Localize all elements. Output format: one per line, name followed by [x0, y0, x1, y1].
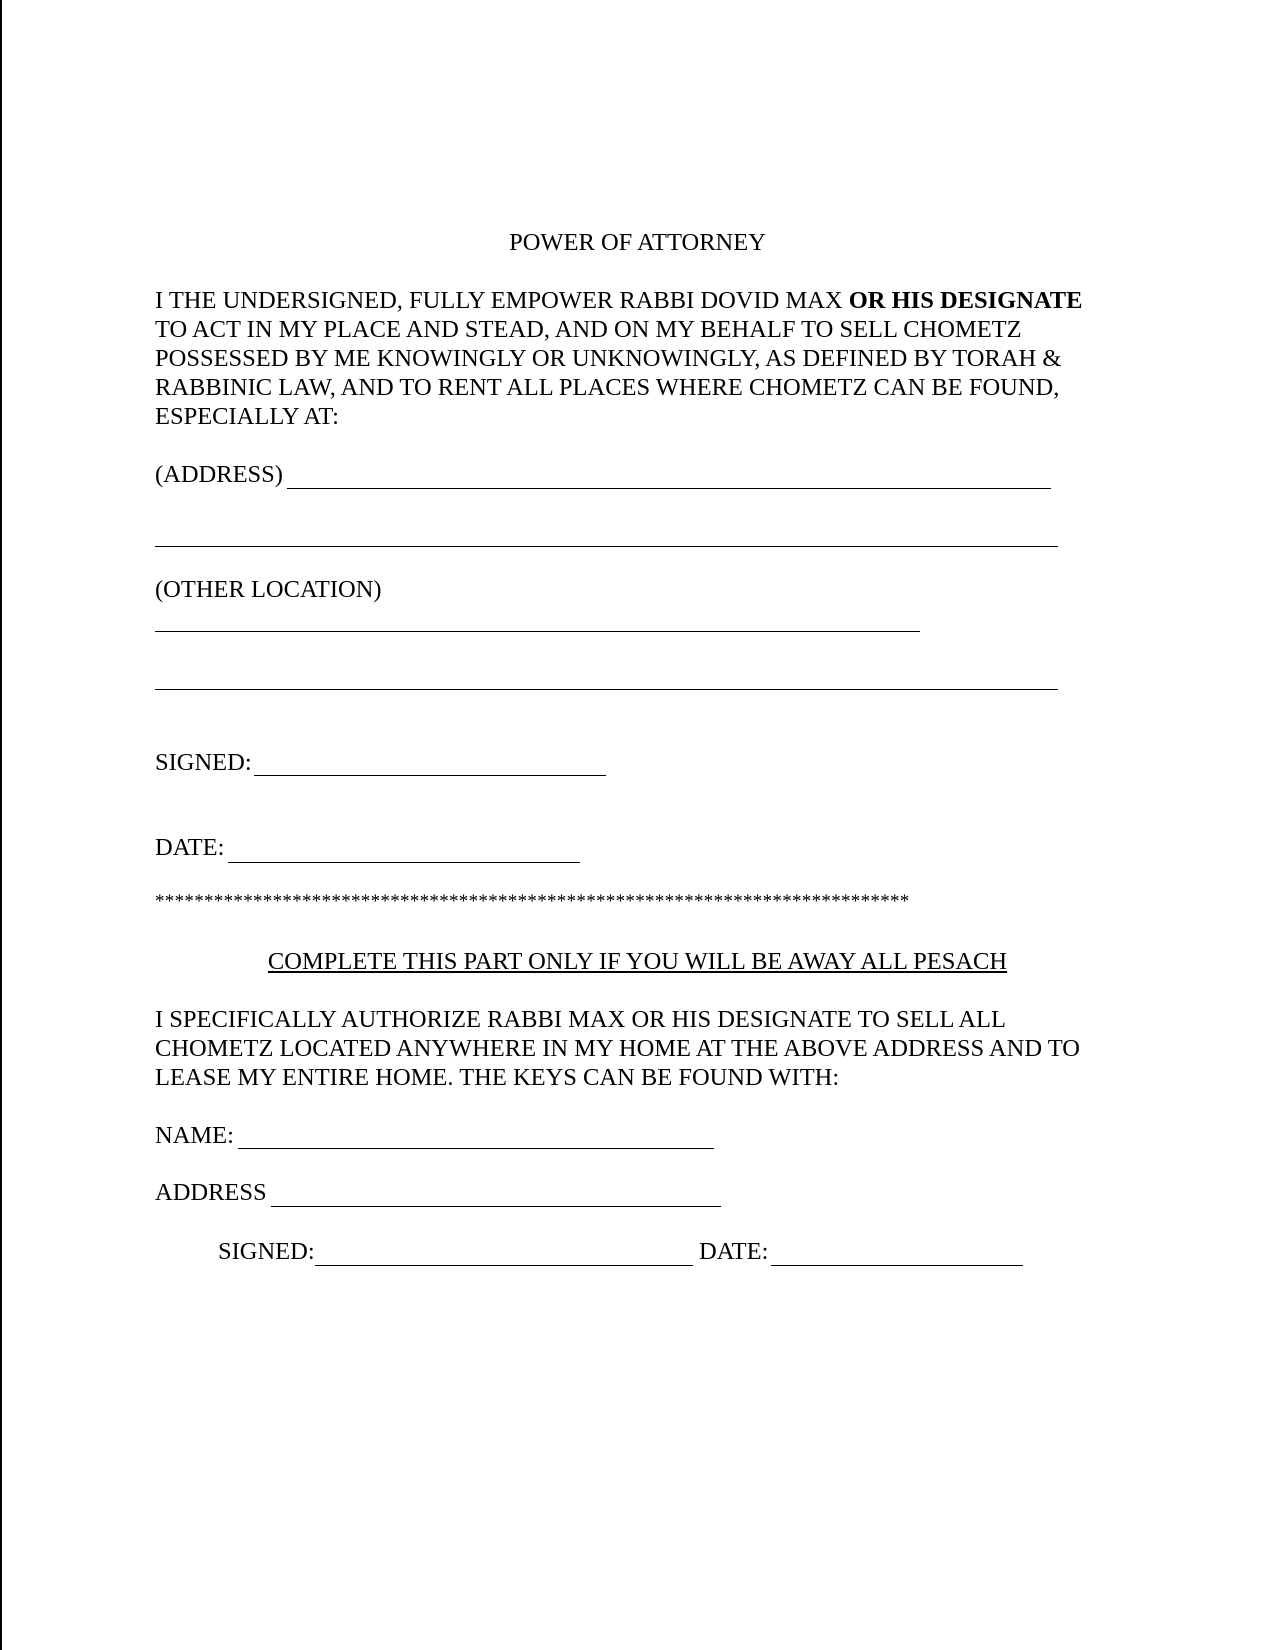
intro-line-3: POSSESSED BY ME KNOWINGLY OR UNKNOWINGLY, AS DEFINED BY TORAH &	[155, 345, 1062, 372]
keys-address-line[interactable]	[271, 1206, 721, 1207]
away-signed-line[interactable]	[315, 1265, 693, 1266]
other-location-label: (OTHER LOCATION)	[155, 576, 382, 603]
away-line-3: LEASE MY ENTIRE HOME. THE KEYS CAN BE FOUND WITH:	[155, 1064, 840, 1091]
address-label: (ADDRESS)	[155, 461, 283, 488]
date-label: DATE:	[155, 834, 225, 861]
separator-stars: *****************************************************************************	[155, 891, 910, 912]
intro-line-4: RABBINIC LAW, AND TO RENT ALL PLACES WHERE CHOMETZ CAN BE FOUND,	[155, 374, 1060, 401]
intro-paragraph	[155, 286, 1115, 431]
document-title: POWER OF ATTORNEY	[509, 229, 766, 256]
date-line[interactable]	[228, 862, 580, 863]
intro-line-2: TO ACT IN MY PLACE AND STEAD, AND ON MY BEHALF TO SELL CHOMETZ	[155, 316, 1022, 343]
signed-label: SIGNED:	[155, 749, 252, 776]
other-location-line-2[interactable]	[155, 689, 1058, 690]
away-signed-label: SIGNED:	[218, 1238, 315, 1265]
address-line-1[interactable]	[287, 488, 1051, 489]
signed-line[interactable]	[254, 775, 606, 776]
designate-bold-text: OR HIS DESIGNATE	[848, 287, 1083, 314]
away-date-line[interactable]	[771, 1265, 1023, 1266]
intro-line-5: ESPECIALLY AT:	[155, 403, 339, 430]
address-line-2[interactable]	[155, 546, 1058, 547]
keys-address-label: ADDRESS	[155, 1179, 267, 1206]
away-paragraph	[155, 1005, 1115, 1092]
keys-name-label: NAME:	[155, 1122, 234, 1149]
away-date-label: DATE:	[699, 1238, 769, 1265]
away-section-heading: COMPLETE THIS PART ONLY IF YOU WILL BE AWAY ALL PESACH	[267, 948, 1008, 975]
away-line-1: I SPECIFICALLY AUTHORIZE RABBI MAX OR HIS DESIGNATE TO SELL ALL	[155, 1006, 1006, 1033]
intro-line-1: I THE UNDERSIGNED, FULLY EMPOWER RABBI DOVID MAX OR HIS DESIGNATE	[155, 287, 1083, 314]
other-location-line-1[interactable]	[155, 631, 920, 632]
keys-name-line[interactable]	[238, 1148, 714, 1149]
away-line-2: CHOMETZ LOCATED ANYWHERE IN MY HOME AT THE ABOVE ADDRESS AND TO	[155, 1035, 1080, 1062]
